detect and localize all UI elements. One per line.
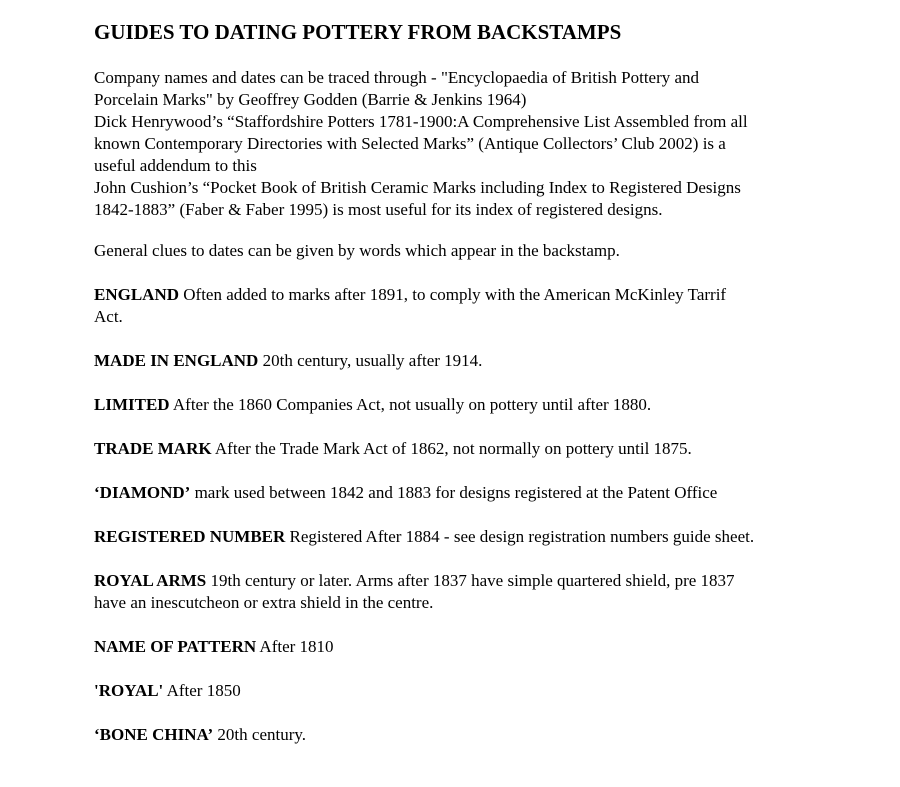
entry-term: ‘DIAMOND’: [94, 483, 191, 502]
entry-term: NAME OF PATTERN: [94, 637, 257, 656]
intro-line: Company names and dates can be traced through - "Encyclopaedia of British Pottery and: [94, 68, 700, 87]
entry-term: ‘BONE CHINA’: [94, 725, 214, 744]
entry-line: [94, 680, 824, 702]
entry-england: [94, 284, 824, 328]
entry-term: 'ROYAL': [94, 681, 164, 700]
intro-line: Porcelain Marks" by Geoffrey Godden (Barrie & Jenkins 1964): [94, 90, 527, 109]
entry-description: After 1850: [163, 681, 241, 700]
entry-description: Registered After 1884 - see design registration numbers guide sheet.: [285, 527, 755, 546]
intro-paragraph: [94, 67, 824, 221]
general-clues-paragraph: [94, 240, 824, 262]
entry-limited: [94, 394, 824, 416]
entry-line: [94, 526, 824, 548]
entry-line: [94, 570, 824, 592]
entry-term: MADE IN ENGLAND: [94, 351, 259, 370]
entry-description: Often added to marks after 1891, to comply with the American McKinley Tarrif: [179, 285, 727, 304]
entry-bone-china: [94, 724, 824, 746]
entry-made-in-england: [94, 350, 824, 372]
entry-line: [94, 284, 824, 306]
general-clues-text: General clues to dates can be given by words which appear in the backstamp.: [94, 241, 620, 260]
entry-line-continued: have an inescutcheon or extra shield in the centre.: [94, 593, 434, 612]
entry-description: After the Trade Mark Act of 1862, not normally on pottery until 1875.: [211, 439, 692, 458]
entry-line: [94, 394, 824, 416]
entry-royal: [94, 680, 824, 702]
entry-description: 20th century, usually after 1914.: [258, 351, 483, 370]
entry-description: 20th century.: [213, 725, 307, 744]
entry-name-of-pattern: [94, 636, 824, 658]
entry-diamond: [94, 482, 824, 504]
intro-line: 1842-1883” (Faber & Faber 1995) is most useful for its index of registered designs.: [94, 200, 663, 219]
entry-term: ENGLAND: [94, 285, 180, 304]
entry-registered-number: [94, 526, 824, 548]
document-title: GUIDES TO DATING POTTERY FROM BACKSTAMPS: [94, 20, 622, 44]
entry-line: [94, 350, 824, 372]
entry-description: After 1810: [256, 637, 334, 656]
entry-line: [94, 724, 824, 746]
entry-term: REGISTERED NUMBER: [94, 527, 286, 546]
entry-term: TRADE MARK: [94, 439, 212, 458]
intro-line: John Cushion’s “Pocket Book of British Ceramic Marks including Index to Registered Designs: [94, 178, 741, 197]
entry-term: ROYAL ARMS: [94, 571, 207, 590]
entry-description: mark used between 1842 and 1883 for designs registered at the Patent Office: [190, 483, 718, 502]
entry-line-continued: Act.: [94, 307, 123, 326]
entry-term: LIMITED: [94, 395, 170, 414]
entry-line: [94, 482, 824, 504]
entry-description: 19th century or later. Arms after 1837 have simple quartered shield, pre 1837: [206, 571, 735, 590]
entry-line: [94, 438, 824, 460]
intro-line: Dick Henrywood’s “Staffordshire Potters 1781-1900:A Comprehensive List Assembled from all: [94, 112, 748, 131]
entry-royal-arms: [94, 570, 824, 614]
intro-line: useful addendum to this: [94, 156, 257, 175]
intro-line: known Contemporary Directories with Selected Marks” (Antique Collectors’ Club 2002) is a: [94, 134, 726, 153]
entry-description: After the 1860 Companies Act, not usually on pottery until after 1880.: [169, 395, 652, 414]
entry-trade-mark: [94, 438, 824, 460]
entry-line: [94, 636, 824, 658]
